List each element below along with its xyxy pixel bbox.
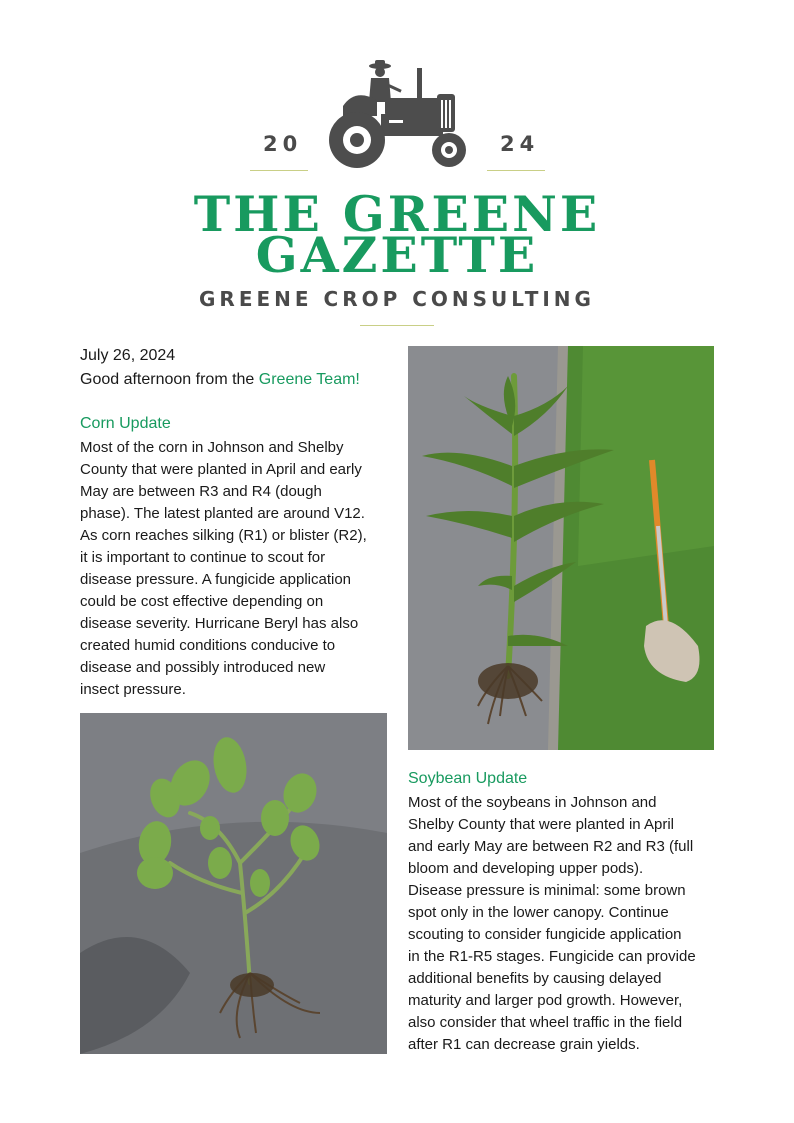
soybean-line: Disease pressure is minimal: some brown [408,882,686,899]
year-right-rule [487,170,545,171]
date: July 26, 2024 [80,347,176,364]
year-left-rule [250,170,308,171]
soybean-line: after R1 can decrease grain yields. [408,1036,640,1053]
soybean-line: Most of the soybeans in Johnson and [408,794,657,811]
corn-plant-photo [408,346,714,750]
soybean-line: bloom and developing upper pods). [408,860,644,877]
year-right: 24 [500,132,540,156]
corn-line: As corn reaches silking (R1) or blister (R2), [80,527,367,544]
soybean-plant-photo [80,713,387,1054]
soybean-line: and early May are between R2 and R3 (full [408,838,694,855]
soybean-body [408,792,718,1056]
soybean-line: maturity and larger pod growth. However, [408,992,683,1009]
title-line-1: THE GREENE [193,185,601,243]
soybean-line: spot only in the lower canopy. Continue [408,904,669,921]
corn-line: disease severity. Hurricane Beryl has also [80,615,359,632]
corn-line: insect pressure. [80,681,186,698]
corn-line: County that were planted in April and early [80,461,362,478]
corn-line: phase). The latest planted are around V12. [80,505,365,522]
title-line-2: GAZETTE [255,226,539,284]
corn-line: created humid conditions conducive to [80,637,336,654]
corn-line: May are between R3 and R4 (dough [80,483,322,500]
soybean-line: Shelby County that were planted in April [408,816,674,833]
tractor-logo [325,58,470,173]
subtitle-rule [360,325,434,326]
corn-line: disease and possibly introduced new [80,659,326,676]
year-left: 20 [263,132,303,156]
soybean-line: scouting to consider fungicide application [408,926,682,943]
corn-heading: Corn Update [80,415,171,432]
soybean-line: also consider that wheel traffic in the field [408,1014,683,1031]
greeting [80,369,360,391]
corn-line: it is important to continue to scout for [80,549,326,566]
greeting-prefix: Good afternoon from the [80,371,259,388]
corn-line: could be cost effective depending on [80,593,324,610]
corn-line: Most of the corn in Johnson and Shelby [80,439,344,456]
subtitle: GREENE CROP CONSULTING [199,287,595,311]
soybean-heading: Soybean Update [408,770,528,787]
soybean-line: in the R1-R5 stages. Fungicide can provide [408,948,696,965]
soybean-line: additional benefits by causing delayed [408,970,662,987]
greeting-team: Greene Team! [258,371,360,388]
corn-body [80,437,390,701]
corn-line: disease pressure. A fungicide application [80,571,352,588]
